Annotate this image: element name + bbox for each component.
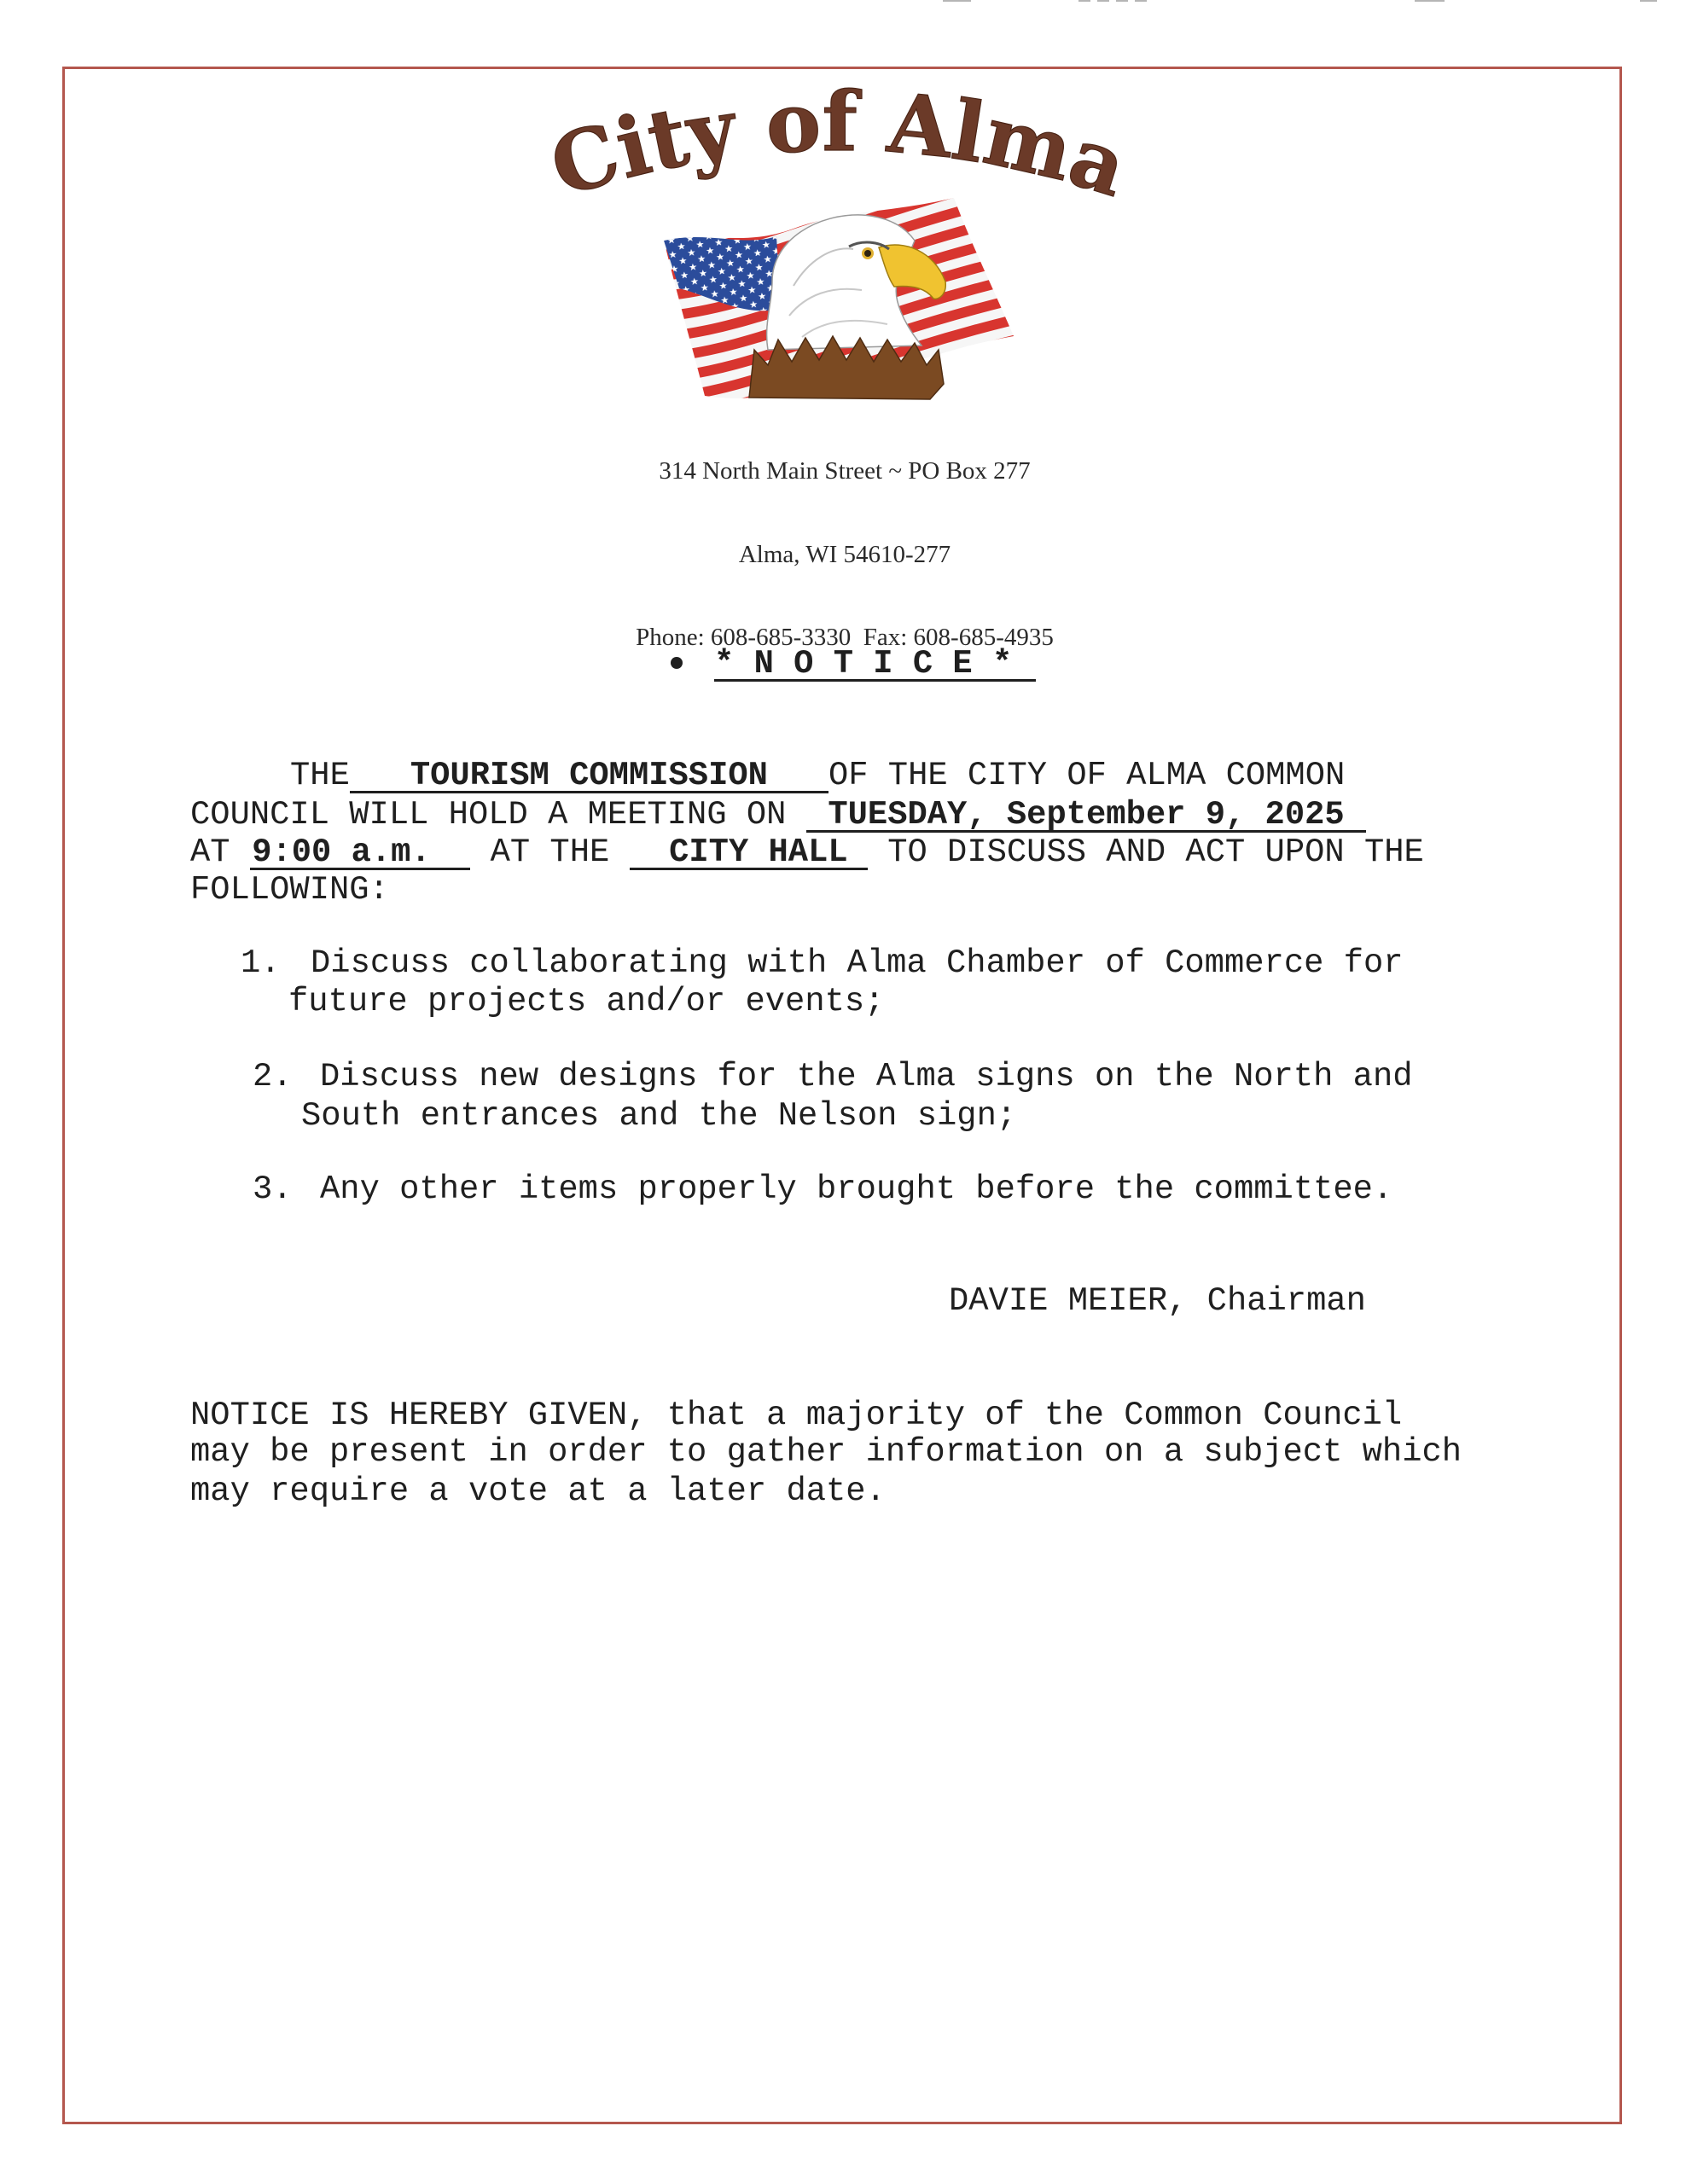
intro-line-3-prefix: AT <box>190 834 230 871</box>
agenda-item-2-line-1: Discuss new designs for the Alma signs on the North and <box>320 1058 1413 1095</box>
meeting-date-field: TUESDAY, September 9, 2025 <box>806 799 1367 833</box>
agenda-item-1-line-1: Discuss collaborating with Alma Chamber of Commerce for <box>311 944 1404 982</box>
notice-heading: * N O T I C E * <box>714 648 1036 682</box>
disclaimer-line-2: may be present in order to gather information on a subject which <box>190 1433 1462 1471</box>
agenda-item-2-line-2: South entrances and the Nelson sign; <box>301 1097 1017 1135</box>
intro-line-3 <box>190 834 1424 871</box>
intro-line-1-prefix: THE <box>290 757 350 794</box>
chairman-signature: DAVIE MEIER, Chairman <box>949 1282 1366 1320</box>
intro-line-3-middle: AT THE <box>490 834 610 871</box>
city-title-text: City of Alma <box>539 73 1138 216</box>
intro-line-3-suffix: TO DISCUSS AND ACT UPON THE <box>887 834 1424 871</box>
disclaimer-line-1: NOTICE IS HEREBY GIVEN, that a majority of the Common Council <box>190 1397 1403 1434</box>
agenda-item-3-number: 3. <box>253 1170 293 1208</box>
notice-bullet <box>671 657 683 669</box>
letterhead-graphic <box>0 0 1686 410</box>
intro-line-2 <box>190 796 1366 834</box>
eagle-eye <box>864 250 871 257</box>
city-title <box>540 73 1138 216</box>
address-contact: Phone: 608-685-3330 Fax: 608-685-4935 <box>636 624 1054 651</box>
agenda-item-2-number: 2. <box>253 1058 293 1095</box>
notice-heading-line <box>714 645 1036 682</box>
commission-name-field: TOURISM COMMISSION <box>350 760 828 793</box>
address-city: Alma, WI 54610-277 <box>738 540 951 568</box>
disclaimer-line-3: may require a vote at a later date. <box>190 1472 886 1510</box>
meeting-time-field: 9:00 a.m. <box>250 837 470 870</box>
address-street: 314 North Main Street ~ PO Box 277 <box>659 457 1031 485</box>
agenda-item-1-line-2: future projects and/or events; <box>288 983 885 1020</box>
agenda-item-3-line-1: Any other items properly brought before the committee. <box>320 1170 1393 1208</box>
meeting-location-field: CITY HALL <box>630 837 868 870</box>
agenda-item-1-number: 1. <box>241 944 281 982</box>
intro-line-1-suffix: OF THE CITY OF ALMA COMMON <box>828 757 1346 794</box>
intro-line-4: FOLLOWING: <box>190 871 389 909</box>
eagle-flag-logo <box>648 154 1024 410</box>
intro-line-2-prefix: COUNCIL WILL HOLD A MEETING ON <box>190 796 787 834</box>
intro-line-1 <box>290 757 1345 794</box>
